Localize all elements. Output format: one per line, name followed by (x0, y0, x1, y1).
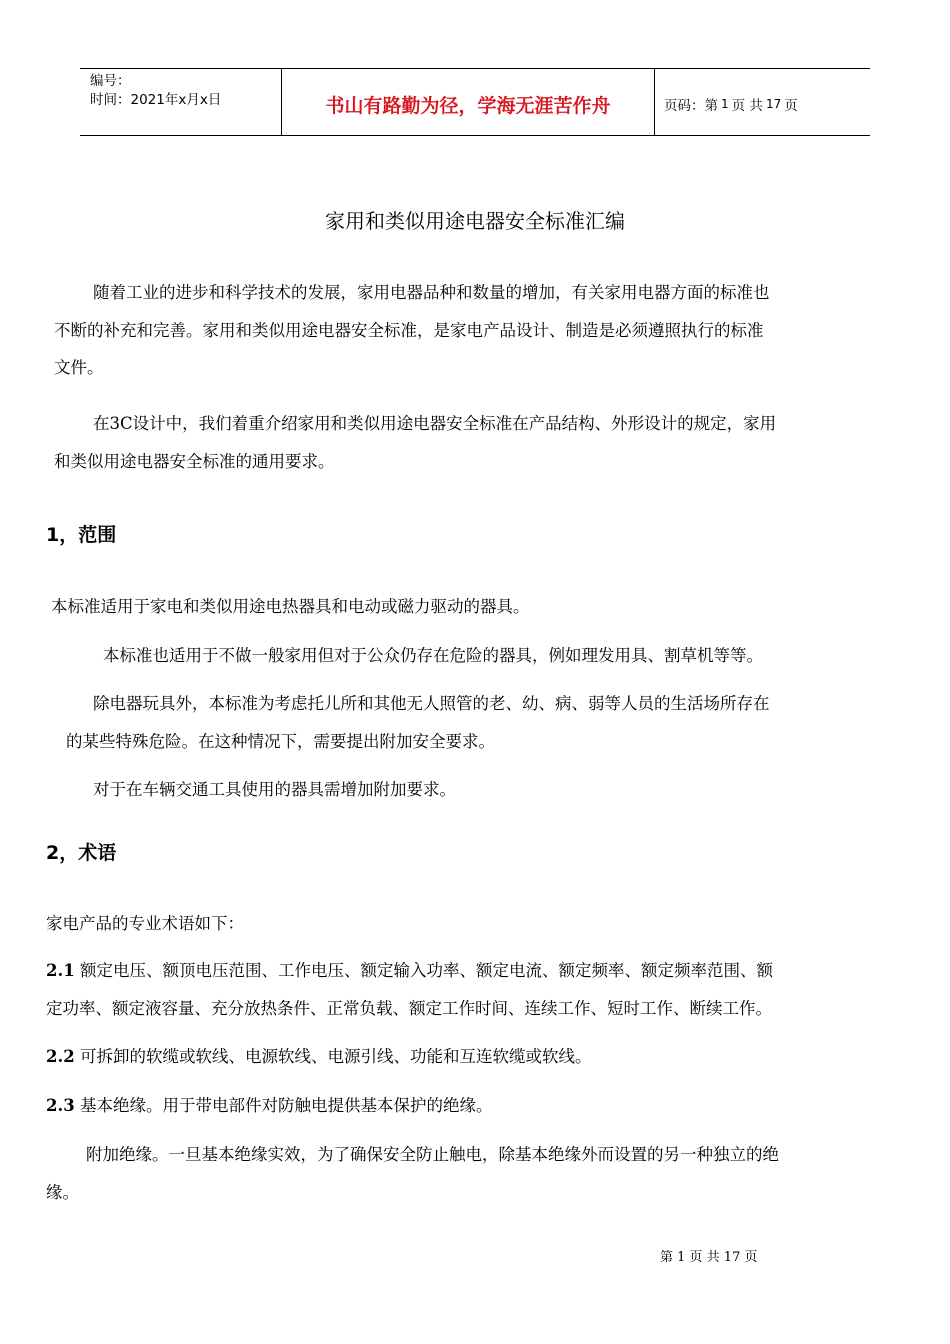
item-2-1-text: 额定电压、额顶电压范围、工作电压、额定输入功率、额定电流、额定频率、额定频率范围、额 (79, 961, 773, 980)
section2-heading: 2，术语 (46, 842, 117, 864)
supplementary-line1: 附加绝缘。一旦基本绝缘实效，为了确保安全防止触电，除基本绝缘外而设置的另一种独立的绝 (86, 1145, 779, 1164)
page-mid: 页 共 (731, 98, 763, 114)
intro-p1-line2: 不断的补充和完善。家用和类似用途电器安全标准，是家电产品设计、制造是必须遵照执行的标准 (54, 321, 764, 340)
item-2-2-number: 2.2 (46, 1047, 75, 1066)
time-label: 时间：2021年x月x日 (90, 92, 222, 108)
page-total: 17 (765, 97, 782, 111)
intro-p2-line2: 和类似用途电器安全标准的通用要求。 (54, 452, 335, 471)
section1-heading: 1，范围 (46, 524, 117, 546)
motto-text: 书山有路勤为径，学海无涯苦作舟 (325, 94, 611, 117)
section1-line3: 除电器玩具外，本标准为考虑托儿所和其他无人照管的老、幼、病、弱等人员的生活场所存在 (93, 694, 770, 713)
item-2-2 (46, 1037, 591, 1077)
item-2-1-number: 2.1 (46, 961, 75, 980)
page-current: 1 (721, 97, 729, 111)
item-2-2-text: 可拆卸的软缆或软线、电源软线、电源引线、功能和互连软缆或软线。 (79, 1047, 592, 1066)
item-2-3-text: 基本绝缘。用于带电部件对防触电提供基本保护的绝缘。 (79, 1096, 493, 1115)
page-footer: 第 1 页 共 17 页 (660, 1250, 758, 1265)
item-2-3-number: 2.3 (46, 1096, 75, 1115)
item-2-1-line1 (46, 951, 773, 991)
header-page-cell (655, 69, 870, 135)
section1-line1: 本标准适用于家电和类似用途电热器具和电动或磁力驱动的器具。 (51, 597, 530, 616)
document-header (80, 68, 870, 136)
item-2-3 (46, 1086, 492, 1126)
page-prefix: 页码：第 (664, 98, 718, 114)
supplementary-line2: 缘。 (46, 1183, 79, 1202)
intro-p1-line1: 随着工业的进步和科学技术的发展，家用电器品种和数量的增加，有关家用电器方面的标准也 (93, 283, 770, 302)
section1-line2: 本标准也适用于不做一般家用但对于公众仍存在危险的器具，例如理发用具、割草机等等。 (103, 646, 763, 665)
section1-line5: 对于在车辆交通工具使用的器具需增加附加要求。 (93, 780, 456, 799)
header-meta-cell (80, 69, 282, 135)
section2-intro: 家电产品的专业术语如下： (46, 914, 244, 933)
document-title: 家用和类似用途电器安全标准汇编 (325, 209, 625, 233)
header-motto-cell (282, 69, 655, 135)
intro-p2-line1: 在3C设计中，我们着重介绍家用和类似用途电器安全标准在产品结构、外形设计的规定，家用 (93, 414, 777, 433)
item-2-1-line2: 定功率、额定液容量、充分放热条件、正常负载、额定工作时间、连续工作、短时工作、断续工作。 (46, 999, 772, 1018)
intro-p1-line3: 文件。 (54, 358, 104, 377)
number-label: 编号： (90, 73, 131, 89)
page-suffix: 页 (784, 98, 798, 114)
section1-line4: 的某些特殊危险。在这种情况下，需要提出附加安全要求。 (66, 732, 495, 751)
